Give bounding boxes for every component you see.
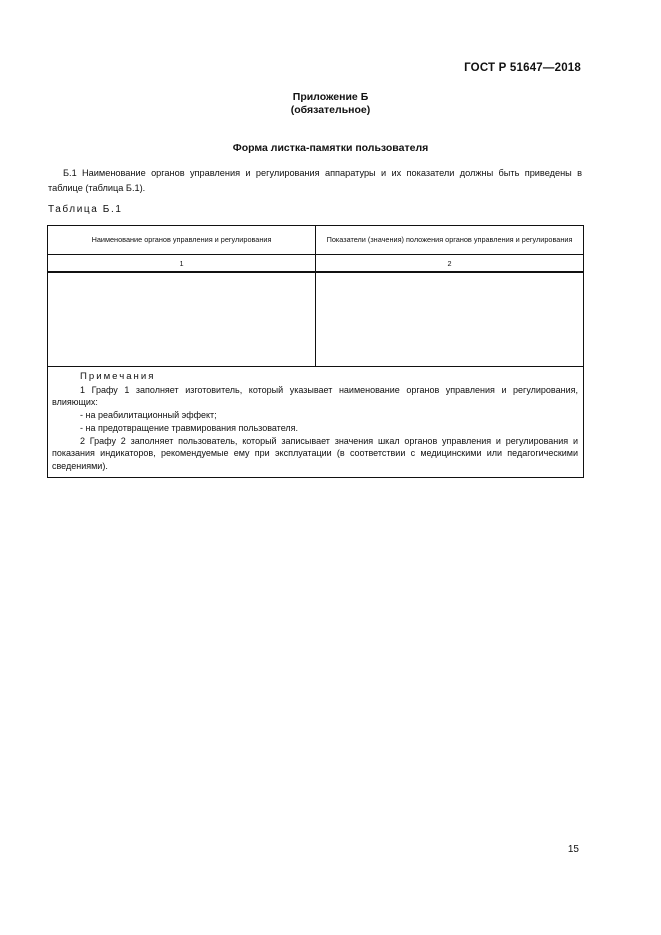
note-1: 1 Графу 1 заполняет изготовитель, который указывает наименование органов управления и регулирования, влияющих: <box>52 384 578 408</box>
empty-data-row <box>48 272 584 367</box>
note-bullet-1: - на реабилитационный эффект; <box>80 410 217 421</box>
note-2: 2 Графу 2 заполняет пользователь, который записывает значения шкал органов управления и регулирования и показания индикаторов, рекомендуемые ему при эксплуатации (в соответствии с медицинскими или педагогическими сведениями). <box>52 435 578 471</box>
table-header-row <box>48 226 584 255</box>
note-bullet-2: - на предотвращение травмирования пользователя. <box>80 422 299 433</box>
notes-row <box>48 367 584 478</box>
column-number-1: 1 <box>48 255 316 273</box>
page-number: 15 <box>567 844 579 855</box>
notes-heading: Примечания <box>80 371 156 382</box>
standard-code: ГОСТ Р 51647—2018 <box>464 62 581 74</box>
table-caption: Таблица Б.1 <box>48 204 123 215</box>
column-number-2: 2 <box>316 255 584 273</box>
table-b1 <box>47 225 584 478</box>
appendix-status: (обязательное) <box>290 104 371 116</box>
column-number-row <box>48 255 584 273</box>
empty-cell-2 <box>316 272 584 367</box>
column-header-1: Наименование органов управления и регулирования <box>48 226 316 255</box>
empty-cell-1 <box>48 272 316 367</box>
appendix-title: Приложение Б <box>292 91 369 103</box>
appendix-heading <box>0 91 661 117</box>
table-notes <box>48 367 584 478</box>
form-title: Форма листка-памятки пользователя <box>232 142 429 154</box>
intro-paragraph: Б.1 Наименование органов управления и регулирования аппаратуры и их показатели должны быть приведены в таблице (таблица Б.1). <box>48 168 582 193</box>
column-header-2: Показатели (значения) положения органов управления и регулирования <box>316 226 584 255</box>
